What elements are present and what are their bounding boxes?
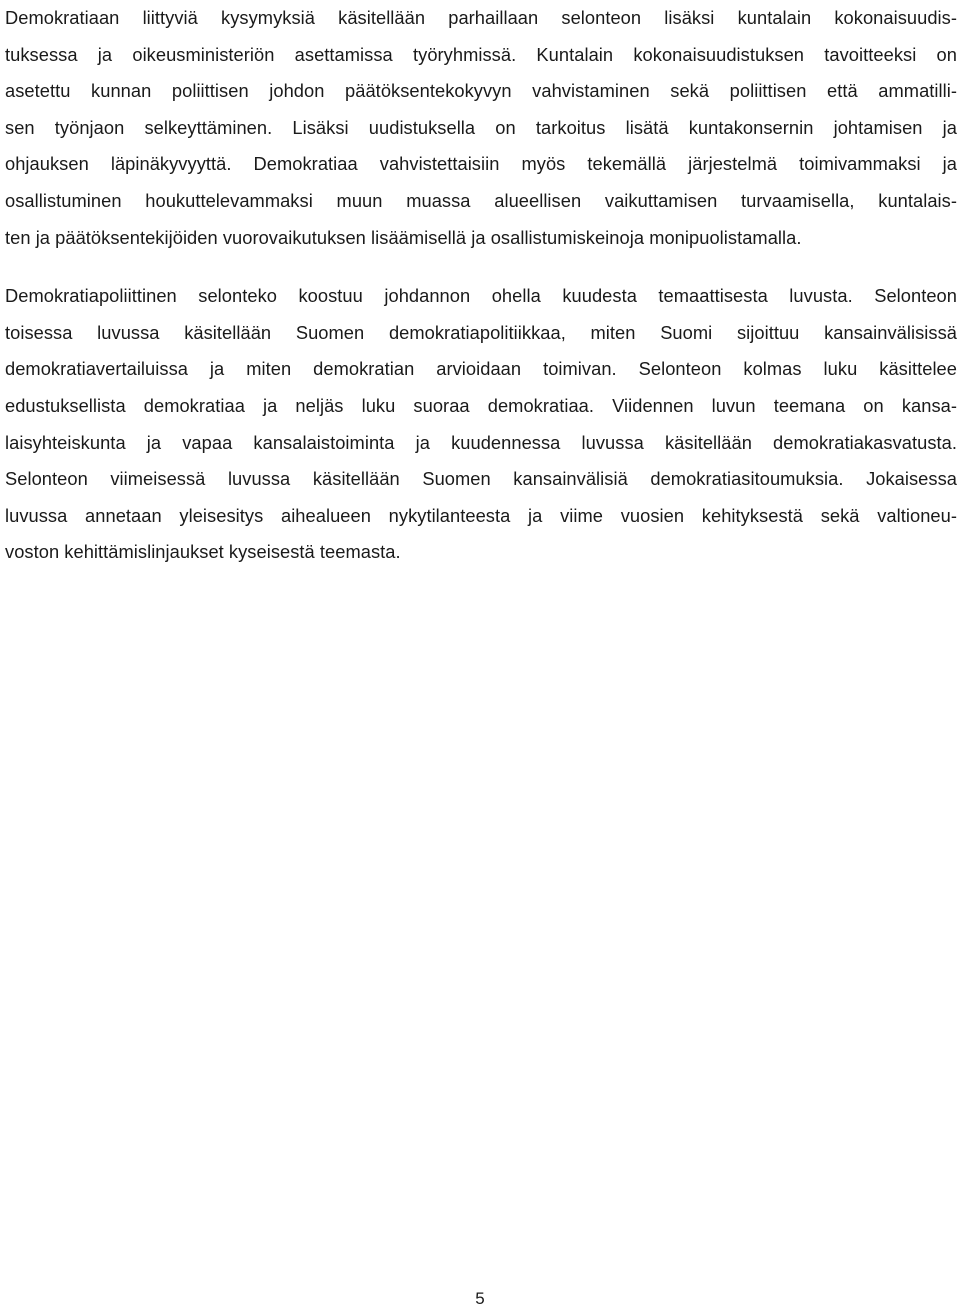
paragraph-report-structure — [5, 278, 957, 571]
text-line: ohjauksen läpinäkyvyyttä. Demokratiaa vahvistettaisiin myös tekemällä järjestelmä toimivammaksi ja — [5, 153, 957, 175]
text-line: asetettu kunnan poliittisen johdon päätöksentekokyvyn vahvistaminen sekä poliittisen että ammatilli- — [5, 80, 957, 102]
text-line: osallistuminen houkuttelevammaksi muun muassa alueellisen vaikuttamisen turvaamisella, kuntalais- — [5, 189, 957, 211]
text-line: Demokratiapoliittinen selonteko koostuu johdannon ohella kuudesta temaattisesta luvusta. Selonteon — [5, 285, 957, 307]
document-page — [5, 0, 957, 571]
text-line: luvussa annetaan yleisesitys aihealueen nykytilanteesta ja viime vuosien kehityksestä sekä valtioneu- — [5, 504, 957, 526]
text-line: demokratiavertailuissa ja miten demokratian arvioidaan toimivan. Selonteon kolmas luku käsittelee — [5, 358, 957, 380]
text-line: voston kehittämislinjaukset kyseisestä teemasta. — [5, 541, 401, 563]
page-number: 5 — [475, 1289, 485, 1308]
text-line: tuksessa ja oikeusministeriön asettamissa työryhmissä. Kuntalain kokonaisuudistuksen tavoitteeksi on — [5, 43, 957, 65]
text-line: Selonteon viimeisessä luvussa käsitellään Suomen kansainvälisiä demokratiasitoumuksia. Jokaisessa — [5, 468, 957, 490]
text-line: edustuksellista demokratiaa ja neljäs luku suoraa demokratiaa. Viidennen luvun teemana on kansa- — [5, 394, 957, 416]
text-line: Demokratiaan liittyviä kysymyksiä käsitellään parhaillaan selonteon lisäksi kuntalain kokonaisuudis- — [5, 7, 957, 28]
text-line: ten ja päätöksentekijöiden vuorovaikutuksen lisäämisellä ja osallistumiskeinoja monipuolistamalla. — [5, 226, 802, 248]
text-line: toisessa luvussa käsitellään Suomen demokratiapolitiikkaa, miten Suomi sijoittuu kansainvälisissä — [5, 321, 957, 343]
text-line: laisyhteiskunta ja vapaa kansalaistoiminta ja kuudennessa luvussa käsitellään demokratiakasvatusta. — [5, 431, 957, 453]
text-line: sen työnjaon selkeyttäminen. Lisäksi uudistuksella on tarkoitus lisätä kuntakonsernin johtamisen ja — [5, 116, 957, 138]
paragraph-democracy-reform — [5, 0, 957, 256]
